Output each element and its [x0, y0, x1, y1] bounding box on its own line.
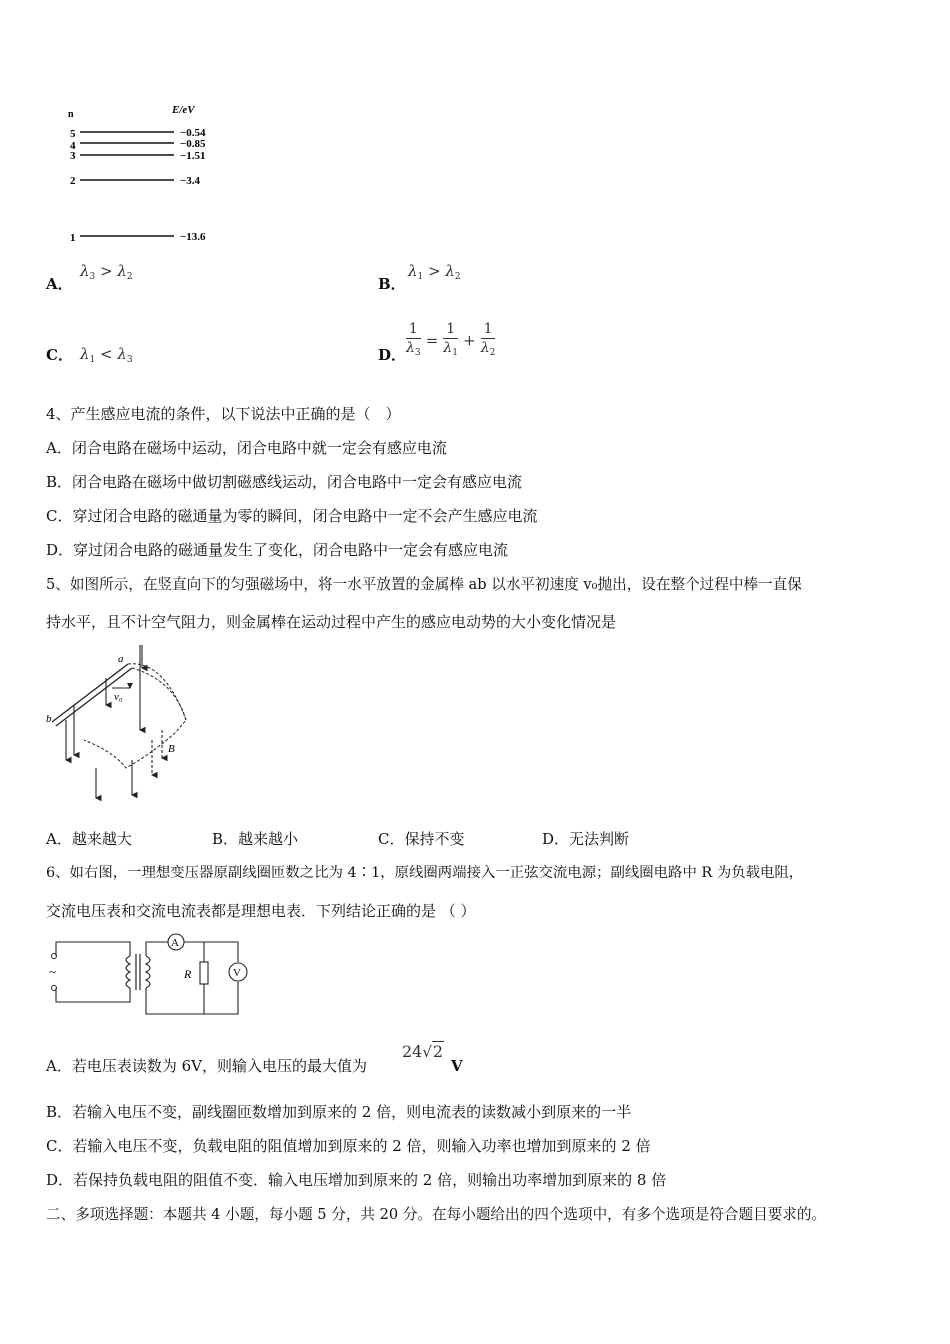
q5-stem-line-2: 持水平，且不计空气阻力，则金属棒在运动过程中产生的感应电动势的大小变化情况是	[46, 613, 617, 631]
q5-option-a: A．越来越大	[46, 830, 132, 848]
q5-option-d: D．无法判断	[542, 830, 630, 848]
level-3-n: 3	[70, 150, 76, 162]
section-2-title: 二、多项选择题：本题共 4 小题，每小题 5 分，共 20 分。在每小题给出的四个选项中，有多个选项是符合题目要求的。	[46, 1206, 827, 1223]
q6-stem-line-2: 交流电压表和交流电流表都是理想电表．下列结论正确的是 （ ）	[46, 902, 476, 920]
q5-option-b: B．越来越小	[212, 830, 299, 848]
q3-option-d-formula: $\frac{1}{\lambda_3}$ = $\frac{1}{\lambda_1}$ + $\frac{1}{\lambda_2}$	[406, 321, 496, 358]
velocity-label: v₀	[114, 691, 123, 703]
q3-option-c	[46, 345, 73, 365]
n-axis-label: n	[68, 109, 74, 120]
q3-option-d	[378, 345, 406, 365]
level-5-n: 5	[70, 128, 76, 140]
q5-option-c: C．保持不变	[378, 830, 465, 848]
q6-option-c: C．若输入电压不变，负载电阻的阻值增加到原来的 2 倍，则输入功率也增加到原来的 2 倍	[46, 1137, 651, 1155]
level-1-n: 1	[70, 232, 76, 244]
q6-option-a-text: A．若电压表读数为 6V，则输入电压的最大值为	[46, 1057, 367, 1075]
q4-stem: 4、产生感应电流的条件，以下说法中正确的是（ ）	[46, 405, 401, 423]
level-3-e: −1.51	[180, 150, 206, 162]
level-2-e: −3.4	[180, 175, 201, 187]
q6-option-b: B．若输入电压不变，副线圈匝数增加到原来的 2 倍，则电流表的读数减小到原来的一半	[46, 1103, 632, 1121]
q6-option-d: D．若保持负载电阻的阻值不变．输入电压增加到原来的 2 倍，则输出功率增加到原来的 8 倍	[46, 1171, 667, 1189]
level-1-e: −13.6	[180, 231, 206, 243]
level-2-n: 2	[70, 175, 76, 187]
q4-option-d: D．穿过闭合电路的磁通量发生了变化，闭合电路中一定会有感应电流	[46, 541, 509, 559]
q4-option-c: C．穿过闭合电路的磁通量为零的瞬间，闭合电路中一定不会产生感应电流	[46, 507, 538, 525]
rod-end-b-label: b	[46, 713, 52, 725]
q3-option-a-letter: A．	[46, 275, 73, 293]
q6-option-a-unit: V	[451, 1057, 463, 1075]
q4-option-a: A．闭合电路在磁场中运动，闭合电路中就一定会有感应电流	[46, 439, 447, 457]
ammeter-symbol: A	[171, 937, 179, 949]
voltmeter-symbol: V	[233, 967, 241, 979]
level-5-e: −0.54	[180, 127, 206, 139]
resistor-label: R	[184, 967, 192, 981]
q3-option-d-letter: D．	[378, 346, 407, 364]
q4-option-b: B．闭合电路在磁场中做切割磁感线运动，闭合电路中一定会有感应电流	[46, 473, 523, 491]
level-4-n: 4	[70, 140, 76, 152]
q3-option-b-formula: $\lambda_1 > \lambda_2$	[408, 262, 461, 282]
q3-option-b-letter: B．	[378, 275, 406, 293]
falling-rod-figure	[44, 640, 194, 802]
q6-option-a	[46, 1056, 367, 1076]
energy-level-diagram	[60, 95, 230, 255]
q3-option-a-formula: $\lambda_3 > \lambda_2$	[80, 262, 133, 282]
q3-option-c-letter: C．	[46, 346, 73, 364]
ac-source-symbol: ~	[49, 964, 57, 979]
rod-end-a-label: a	[118, 653, 124, 665]
q3-option-b	[378, 274, 406, 294]
q5-stem-line-1: 5、如图所示，在竖直向下的匀强磁场中，将一水平放置的金属棒 ab 以水平初速度 v₀抛出，设在整个过程中棒一直保	[46, 576, 802, 593]
q3-option-c-formula: $\lambda_1 < \lambda_3$	[80, 345, 133, 365]
field-label: B	[168, 743, 175, 755]
transformer-circuit	[44, 930, 254, 1018]
q3-option-a	[46, 274, 73, 294]
energy-axis-label: E/eV	[172, 104, 195, 116]
q6-stem-line-1: 6、如右图，一理想变压器原副线圈匝数之比为 4∶1，原线圈两端接入一正弦交流电源；副线圈电路中 R 为负载电阻，	[46, 865, 804, 881]
level-4-e: −0.85	[180, 138, 206, 150]
q6-option-a-formula: 24√2	[402, 1042, 444, 1061]
